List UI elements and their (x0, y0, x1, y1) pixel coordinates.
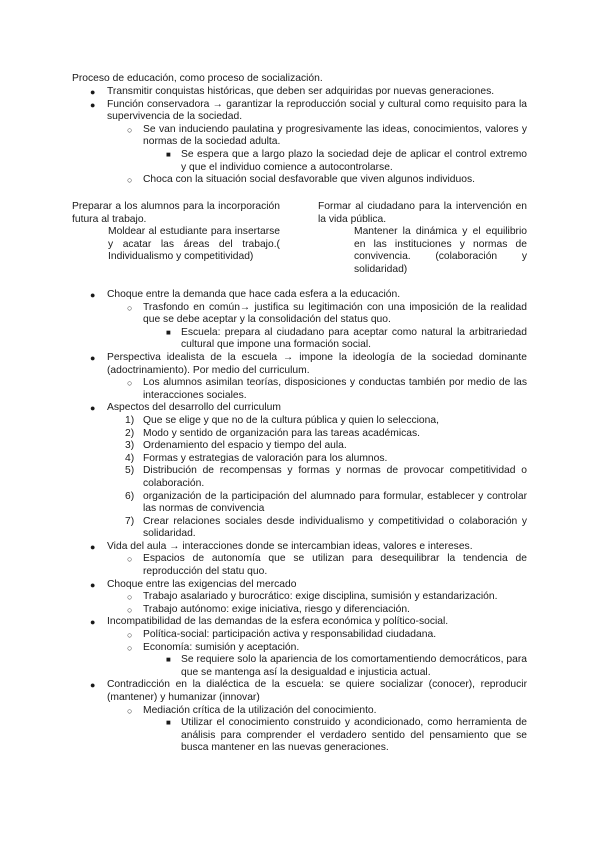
numbered-item: 7) Crear relaciones sociales desde individualismo y competitividad o colaboración y solidaridad. (125, 515, 527, 540)
list-item: ■ Utilizar el conocimiento construido y acondicionado, como herramienta de análisis para comprender el verdadero sentido del pensamiento que se busca mantener en las nuevas generaciones. (166, 717, 527, 754)
item-number: 1) (125, 414, 135, 426)
list-item: ● Transmitir conquistas históricas, que deben ser adquiridas por nuevas generaciones. (90, 86, 495, 97)
bullet-circle-icon: ○ (127, 630, 133, 641)
bullet-circle-icon: ○ (127, 592, 133, 603)
right-column-title: Formar al ciudadano para la intervención en la vida pública. (318, 201, 527, 225)
item-number: 2) (125, 427, 135, 439)
bullet-circle-icon: ○ (127, 302, 133, 313)
list-item: ● Incompatibilidad de las demandas de la esfera económica y político-social. (90, 616, 449, 628)
intro-heading: Proceso de educación, como proceso de socialización. (72, 73, 323, 84)
list-item: ■ Escuela: prepara al ciudadano para aceptar como natural la arbitrariedad cultural que impone una formación social. (166, 326, 527, 351)
bullet-circle-icon: ○ (127, 378, 133, 389)
bullet-square-icon: ■ (166, 655, 171, 665)
list-item: ■ Se espera que a largo plazo la sociedad deje de aplicar el control extremo y que el individuo comience a autocontrolarse. (166, 148, 527, 173)
bullet-disc-icon: ● (90, 680, 96, 691)
bullet-disc-icon: ● (90, 579, 96, 590)
bullet-square-icon: ■ (166, 149, 171, 159)
list-section-2 (0, 289, 600, 755)
list-item: ● Choque entre las exigencias del mercado (90, 578, 297, 590)
bullet-circle-icon: ○ (127, 642, 133, 653)
bullet-disc-icon: ● (90, 99, 96, 110)
list-item: ○ Choca con la situación social desfavorable que viven algunos individuos. (127, 174, 475, 186)
bullet-disc-icon: ● (90, 403, 96, 414)
list-item: ○ Espacios de autonomía que se utilizan para desequilibrar la tendencia de reproducción del statu quo. (127, 553, 527, 578)
list-item: ● Vida del aula → interacciones donde se intercambian ideas, valores e intereses. (90, 540, 473, 552)
bullet-disc-icon: ● (90, 290, 96, 300)
list-item: ● Función conservadora → garantizar la reproducción social y cultural como requisito para la supervivencia de la sociedad. (90, 98, 527, 123)
list-item: ● Contradicción en la dialéctica de la escuela: se quiere socializar (conocer), reproducir (mantener) y humanizar (innovar) (90, 679, 527, 703)
right-column-body: Mantener la dinámica y el equilibrio en las instituciones y normas de convivencia. (colaboración y solidaridad) (354, 226, 527, 275)
list-item: ○ Trabajo autónomo: exige iniciativa, riesgo y diferenciación. (127, 603, 410, 615)
numbered-item: 5) Distribución de recompensas y formas y normas de provocar competitividad o colaboración. (125, 465, 527, 489)
list-item: ● Choque entre la demanda que hace cada esfera a la educación. (90, 289, 401, 300)
numbered-item: 4) Formas y estrategias de valoración para los alumnos. (125, 452, 388, 464)
list-item: ● Aspectos del desarrollo del curriculum (90, 402, 281, 414)
list-item: ● Perspectiva idealista de la escuela → impone la ideología de la sociedad dominante (adoctrinamiento). Por medio del curriculum. (90, 351, 527, 376)
list-item: ○ Se van induciendo paulatina y progresivamente las ideas, conocimientos, valores y normas de la sociedad adulta. (127, 123, 527, 148)
numbered-item: 6) organización de la participación del alumnado para formular, establecer y controlar las normas de convivencia (125, 490, 527, 515)
bullet-disc-icon: ● (90, 352, 96, 363)
bullet-disc-icon: ● (90, 541, 96, 552)
bullet-circle-icon: ○ (127, 124, 133, 135)
list-item: ■ Se requiere solo la apariencia de los comortamentiendo democráticos, para que se mantenga así la desigualdad e injusticia actual. (166, 654, 527, 678)
item-number: 7) (125, 515, 135, 527)
numbered-item: 2) Modo y sentido de organización para las tareas académicas. (125, 427, 421, 439)
bullet-circle-icon: ○ (127, 175, 133, 186)
bullet-disc-icon: ● (90, 617, 96, 628)
item-number: 6) (125, 490, 135, 502)
list-item: ○ Economía: sumisión y aceptación. (127, 641, 300, 653)
list-section-1 (0, 86, 600, 187)
numbered-item: 3) Ordenamiento del espacio y tiempo del aula. (125, 440, 347, 452)
item-number: 5) (125, 465, 135, 477)
bullet-square-icon: ■ (166, 718, 171, 728)
numbered-item: 1) Que se elige y que no de la cultura pública y quien lo selecciona, (125, 414, 439, 426)
list-item: ○ Trabajo asalariado y burocrático: exige disciplina, sumisión y estandarización. (127, 591, 498, 603)
bullet-disc-icon: ● (90, 87, 96, 97)
left-column-body: Moldear al estudiante para insertarse y acatar las áreas del trabajo.( Individualismo y competitividad) (108, 226, 280, 263)
list-item: ○ Trasfondo en común→ justifica su legitimación con una imposición de la realidad que se debe aceptar y la consolidación del status quo. (127, 301, 527, 326)
item-number: 3) (125, 440, 135, 452)
bullet-circle-icon: ○ (127, 554, 133, 565)
list-item: ○ Los alumnos asimilan teorías, disposiciones y conductas también por medio de las interacciones sociales. (127, 377, 527, 401)
left-column-title: Preparar a los alumnos para la incorporación futura al trabajo. (72, 201, 280, 225)
bullet-circle-icon: ○ (127, 705, 133, 716)
item-number: 4) (125, 452, 135, 464)
list-item: ○ Mediación crítica de la utilización del conocimiento. (127, 704, 377, 716)
bullet-square-icon: ■ (166, 327, 171, 337)
list-item: ○ Política-social: participación activa y responsabilidad ciudadana. (127, 629, 437, 641)
bullet-circle-icon: ○ (127, 604, 133, 615)
